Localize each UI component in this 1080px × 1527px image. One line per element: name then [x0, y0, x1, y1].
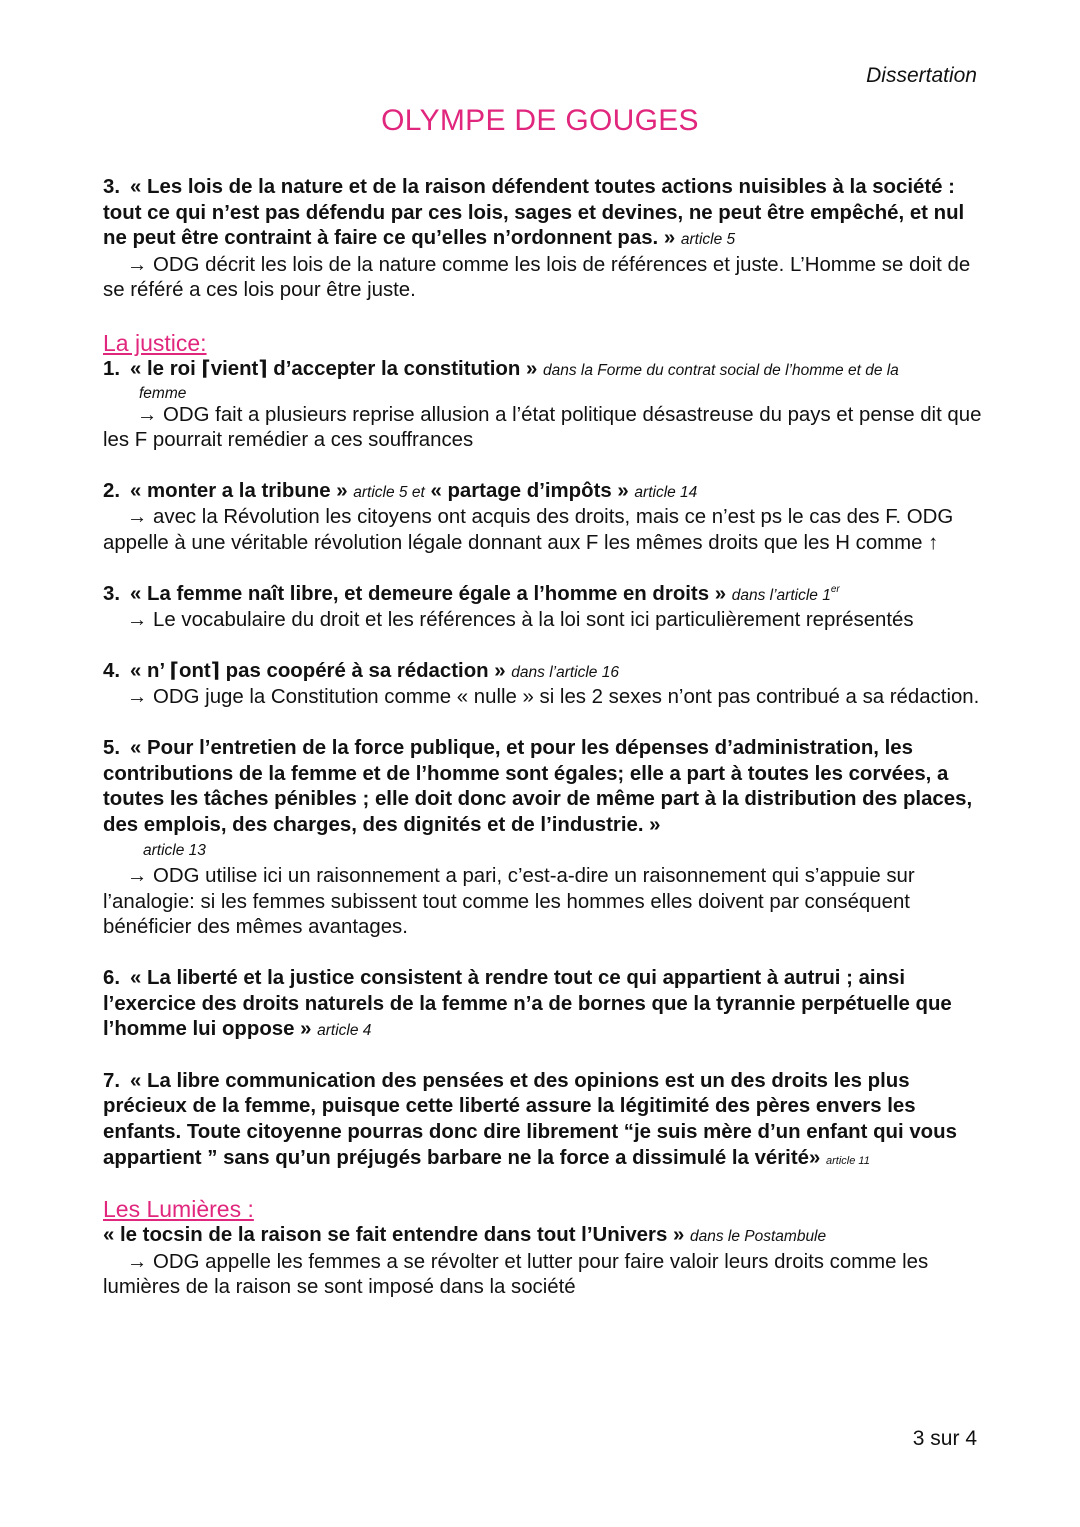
- quote-text: [103, 736, 983, 838]
- quote-text: [103, 1069, 983, 1174]
- commentary: → avec la Révolution les citoyens ont acquis des droits, mais ce n’est ps le cas des F. ODG appelle à une véritable révolution légale donnant aux F les mêmes droits que les H comme ↑: [103, 506, 954, 554]
- quote-text: [103, 175, 983, 253]
- source-reference-continued: femme: [139, 384, 187, 402]
- item-number: 5.: [103, 736, 121, 759]
- source-reference: article 13: [143, 842, 206, 860]
- list-item: [103, 479, 983, 557]
- page-number: 3 sur 4: [912, 1427, 977, 1450]
- quote: « le roi ⌈vient⌉ d’accepter la constitution »: [130, 357, 538, 380]
- quote: « Pour l’entretien de la force publique, et pour les dépenses d’administration, les contributions de la femme et de l’homme sont égales; elle a part à toutes les corvées, a toutes les tâches pénibles ; elle doit donc avoir de même part à la distribution des places, des emplois, des charges, des dignités et de l’industrie. »: [103, 736, 973, 836]
- commentary: → ODG appelle les femmes a se révolter et lutter pour faire valoir leurs droits comme les lumières de la raison se sont imposé dans la société: [103, 1250, 929, 1299]
- quote: « La femme naît libre, et demeure égale a l’homme en droits »: [130, 582, 727, 605]
- quote: « n’ ⌈ont⌉ pas coopéré à sa rédaction »: [130, 659, 506, 682]
- quote-text: [103, 966, 983, 1044]
- list-item: [103, 175, 983, 304]
- list-item: [103, 736, 983, 941]
- quote: « monter a la tribune »: [130, 479, 348, 502]
- list-item: [103, 1069, 983, 1174]
- source-reference: article 5 et: [353, 483, 425, 501]
- quote: « La libre communication des pensées et des opinions est un des droits les plus précieux de la femme, puisque cette liberté assure la légitimité des pères envers les enfants. Toute citoyenne pourras donc dire librement “je suis mère d’un enfant qui vous appartient ” sans qu’un préjugés barbare ne la force a dissimulé la vérité»: [103, 1069, 957, 1169]
- quote-text: [103, 1223, 983, 1250]
- list-item: [103, 659, 983, 711]
- item-number: 7.: [103, 1069, 121, 1092]
- superscript: er: [830, 583, 840, 595]
- source-reference: article 14: [634, 483, 698, 501]
- quote-text: [103, 659, 983, 686]
- commentary: → ODG utilise ici un raisonnement a pari, c’est-a-dire un raisonnement qui s’appuie sur l’analogie: si les femmes subissent tout comme les hommes elles doivent par conséquent bénéficier des mêmes avantages.: [103, 865, 915, 939]
- commentary: → ODG décrit les lois de la nature comme les lois de références et juste. L’Homme se doit de se référé a ces lois pour être juste.: [103, 253, 971, 302]
- quote: « La liberté et la justice consistent à rendre tout ce qui appartient à autrui ; ainsi l’exercice des droits naturels de la femme n’a de bornes que la tyrannie perpétuelle que l’homme lui oppose »: [103, 967, 952, 1041]
- item-number: 6.: [103, 967, 121, 990]
- source-reference: dans le Postambule: [689, 1228, 827, 1246]
- source-reference: article 4: [317, 1022, 372, 1040]
- item-number: 3.: [103, 176, 121, 198]
- commentary: → ODG juge la Constitution comme « nulle » si les 2 sexes n’ont pas contribué a sa rédaction.: [127, 686, 980, 709]
- quote-text: [103, 479, 983, 506]
- document-body: [103, 175, 983, 1326]
- page-title: OLYMPE DE GOUGES: [381, 104, 699, 137]
- quote: « Les lois de la nature et de la raison défendent toutes actions nuisibles à la société : tout ce qui n’est pas défendu par ces lois, sages et devines, ne peut être empêché, et nul ne peut être contraint à faire ce qu’elles n’ordonnent pas. »: [103, 176, 965, 250]
- quote: « partage d’impôts »: [430, 479, 629, 502]
- quote-text: [103, 582, 983, 609]
- section-heading-justice: La justice:: [103, 329, 207, 356]
- source-reference: dans l’article 1: [731, 586, 831, 604]
- quote-text: [103, 357, 983, 384]
- source-reference: dans la Forme du contrat social de l’homme et de la: [542, 361, 899, 379]
- source-reference: dans l’article 16: [511, 663, 619, 681]
- source-reference: article 11: [826, 1154, 870, 1167]
- list-item: [103, 966, 983, 1044]
- list-item: [103, 357, 983, 454]
- quote: « le tocsin de la raison se fait entendre dans tout l’Univers »: [103, 1224, 685, 1247]
- section-heading-lumieres: Les Lumières :: [103, 1196, 254, 1223]
- source-reference: article 5: [680, 231, 736, 249]
- commentary: → ODG fait a plusieurs reprise allusion a l’état politique désastreuse du pays et pense dit que les F pourrait remédier a ces souffrances: [103, 403, 982, 452]
- commentary: → Le vocabulaire du droit et les références à la loi sont ici particulièrement représentés: [127, 609, 914, 632]
- item-number: 2.: [103, 479, 121, 502]
- header-label: Dissertation: [866, 64, 977, 87]
- list-item: [103, 1223, 983, 1301]
- item-number: 3.: [103, 582, 121, 605]
- item-number: 4.: [103, 659, 121, 682]
- list-item: [103, 582, 983, 634]
- item-number: 1.: [103, 357, 121, 380]
